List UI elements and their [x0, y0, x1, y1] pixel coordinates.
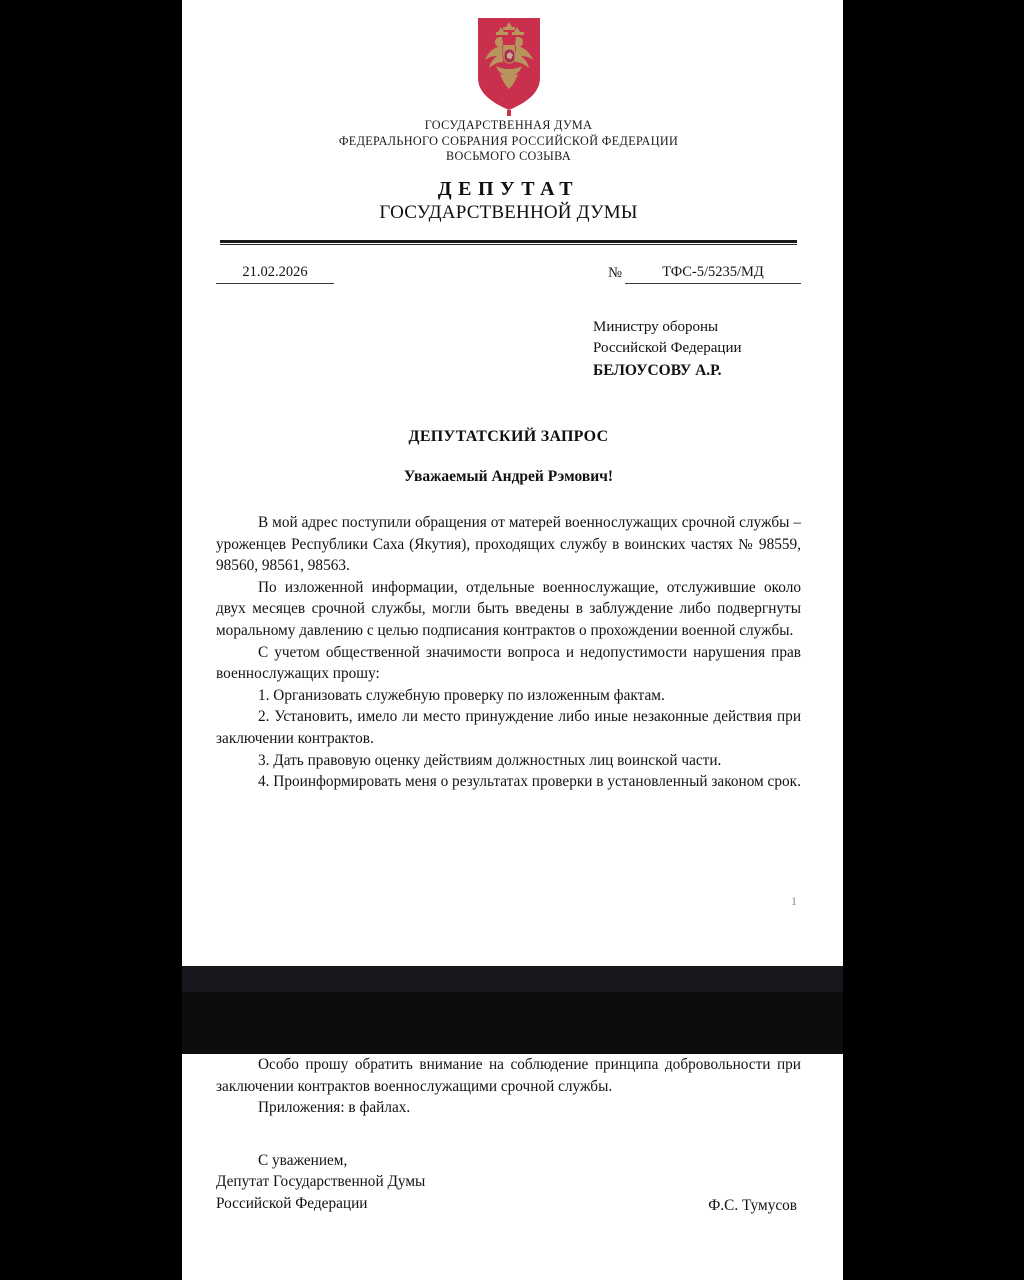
org-line-3: ВОСЬМОГО СОЗЫВА — [445, 149, 572, 163]
document-column — [182, 0, 843, 1280]
salutation: Уважаемый Андрей Рэмович! — [403, 468, 614, 485]
document-title: ДЕПУТАТСКИЙ ЗАПРОС — [408, 428, 609, 445]
paragraph: С учетом общественной значимости вопроса и недопустимости нарушения прав военнослужащих прошу: — [216, 643, 801, 683]
letterhead — [216, 0, 801, 224]
paragraph: Особо прошу обратить внимание на соблюдение принципа добровольности при заключении контрактов военнослужащими срочной службы. — [216, 1056, 801, 1095]
closing-block — [216, 1150, 801, 1215]
position-line-2: Российской Федерации — [216, 1194, 368, 1212]
header-divider — [220, 240, 797, 247]
number-symbol: № — [608, 264, 622, 281]
paragraph: По изложенной информации, отдельные военнослужащие, отслужившие около двух месяцев срочной службы, могли быть введены в заблуждение либо подвергнуты моральному давлению с целью подписания контрактов о прохождении военной службы. — [216, 578, 801, 639]
paragraph: В мой адрес поступили обращения от матерей военнослужащих срочной службы – уроженцев Республики Саха (Якутия), проходящих службу в воинских частях № 98559, 98560, 98561, 98563. — [216, 514, 801, 575]
page-break-separator — [182, 966, 843, 992]
document-page-2 — [182, 1054, 843, 1280]
attachments-note: Приложения: в файлах. — [258, 1099, 411, 1117]
document-meta-row — [216, 264, 801, 284]
regards-line: С уважением, — [258, 1151, 348, 1169]
document-reference-number: ТФС-5/5235/МД — [625, 264, 801, 284]
document-page-1 — [182, 0, 843, 966]
document-date: 21.02.2026 — [216, 264, 334, 284]
addressee-name: БЕЛОУСОВУ А.Р. — [593, 361, 722, 379]
position-line-1: Депутат Государственной Думы — [216, 1173, 426, 1191]
body-text-page-1 — [216, 512, 801, 793]
list-item: 2. Установить, имело ли место принуждение либо иные незаконные действия при заключении контрактов. — [216, 708, 801, 747]
org-line-1: ГОСУДАРСТВЕННАЯ ДУМА — [424, 118, 593, 132]
list-item: 1. Организовать служебную проверку по изложенным фактам. — [258, 686, 665, 704]
org-line-2: ФЕДЕРАЛЬНОГО СОБРАНИЯ РОССИЙСКОЙ ФЕДЕРАЦИИ — [338, 133, 679, 148]
deputy-subheading: ГОСУДАРСТВЕННОЙ ДУМЫ — [379, 201, 638, 223]
deputy-heading: ДЕПУТАТ — [437, 177, 580, 200]
list-item: 3. Дать правовую оценку действиям должностных лиц воинской части. — [258, 751, 722, 769]
list-item: 4. Проинформировать меня о результатах проверки в установленный законом срок. — [258, 773, 801, 791]
coat-of-arms-emblem — [216, 16, 801, 116]
coat-of-arms-icon — [470, 16, 548, 116]
addressee-block — [593, 317, 801, 382]
organization-lines — [216, 118, 801, 165]
page-number: 1 — [791, 894, 797, 908]
signatory-name: Ф.С. Тумусов — [708, 1196, 797, 1214]
body-text-page-2 — [216, 1054, 801, 1119]
addressee-line-1: Министру обороны — [593, 318, 719, 335]
signature-position — [216, 1150, 425, 1215]
addressee-line-2: Российской Федерации — [593, 340, 742, 356]
